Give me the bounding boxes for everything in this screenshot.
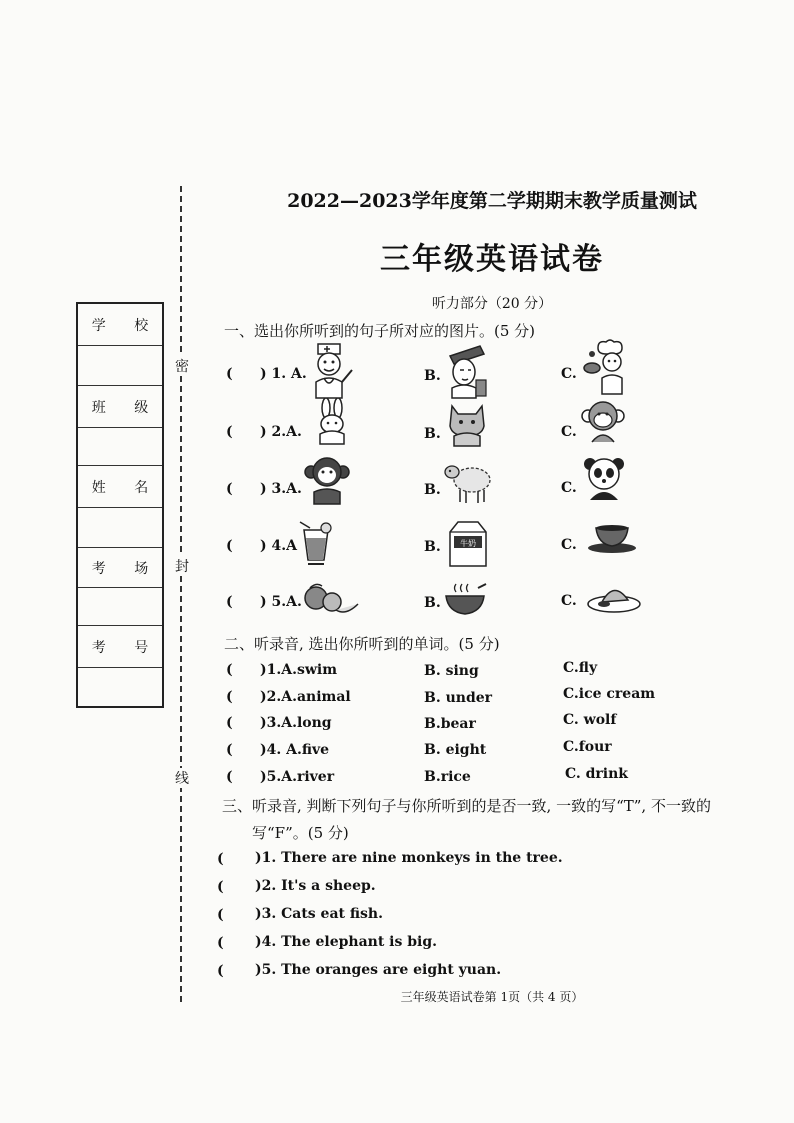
answer-paren[interactable]: ( [226,538,233,554]
farmer-picture[interactable] [442,344,490,400]
answer-paren[interactable]: ( [226,481,233,497]
option-c-label: C. [561,593,577,609]
word-option-c: C.ice cream [563,686,656,702]
name-field[interactable] [78,508,162,548]
judgement-sentence: )4. The elephant is big. [255,934,438,950]
option-b-label: B. [424,368,441,384]
noodle-bowl-picture[interactable] [442,582,488,616]
option-b-label: B. [424,595,441,611]
class-label: 班 级 [78,386,162,428]
judgement-sentence: )3. Cats eat fish. [255,906,383,922]
word-option-a: )4. A.five [260,742,330,758]
word-option-c: C. wolf [563,712,617,728]
question-number: ) 5.A. [260,594,302,610]
judgement-sentence: )2. It's a sheep. [255,878,376,894]
juice-glass-picture[interactable] [296,516,336,568]
exam-subtitle: 三年级英语试卷 [380,242,604,277]
option-b-label: B. [424,482,441,498]
section1-heading: 一、选出你所听到的句子所对应的图片。(5 分) [224,322,536,340]
monkey-picture[interactable] [304,456,350,506]
answer-paren[interactable]: ( [217,935,224,951]
meal-plate-picture[interactable] [586,582,642,614]
word-option-b: B. under [424,690,493,706]
answer-paren[interactable]: ( [217,907,224,923]
answer-paren[interactable]: ( [226,742,233,758]
word-option-a: )5.A.river [260,769,335,785]
monkey-picture[interactable] [580,398,626,444]
option-c-label: C. [561,537,577,553]
school-field[interactable] [78,346,162,386]
word-option-c: C. drink [565,766,629,782]
seal-char-mi: 密 [174,356,190,376]
exam-number-label: 考 号 [78,626,162,668]
exam-title: 2022—2023学年度第二学期期末教学质量测试 [287,190,697,212]
word-option-c: C.four [563,739,612,755]
answer-paren[interactable]: ( [226,769,233,785]
school-label: 学 校 [78,304,162,346]
milk-label: 牛奶 [460,539,476,548]
section3-heading-line2: 写“F”。(5 分) [252,824,349,842]
word-option-a: )3.A.long [260,715,332,731]
seal-char-feng: 封 [174,556,190,576]
exam-room-label: 考 场 [78,548,162,588]
answer-paren[interactable]: ( [226,662,233,678]
answer-paren[interactable]: ( [226,715,233,731]
rabbit-picture[interactable] [312,398,352,446]
answer-paren[interactable]: ( [226,689,233,705]
name-label: 姓 名 [78,466,162,508]
option-c-label: C. [561,480,577,496]
option-b-label: B. [424,426,441,442]
option-b-label: B. [424,539,441,555]
question-number: ) 3.A. [260,481,302,497]
answer-paren[interactable]: ( [226,594,233,610]
word-option-b: B. sing [424,663,479,679]
question-number: ) 1. A. [260,366,307,382]
word-option-a: )1.A.swim [260,662,338,678]
doctor-picture[interactable] [306,342,356,400]
word-option-b: B.rice [424,769,471,785]
answer-paren[interactable]: ( [217,851,224,867]
listening-part-heading: 听力部分（20 分） [431,296,553,312]
answer-paren[interactable]: ( [226,424,233,440]
milk-carton-picture[interactable] [446,518,490,568]
exam-room-field[interactable] [78,588,162,626]
fruit-picture[interactable] [302,580,360,618]
word-option-b: B.bear [424,716,476,732]
exam-number-field[interactable] [78,668,162,706]
word-option-a: )2.A.animal [260,689,351,705]
student-info-box [76,302,164,708]
option-c-label: C. [561,424,577,440]
answer-paren[interactable]: ( [217,963,224,979]
panda-picture[interactable] [582,456,626,502]
answer-paren[interactable]: ( [226,366,233,382]
section2-heading: 二、听录音, 选出你所听到的单词。(5 分) [224,635,500,653]
page-footer: 三年级英语试卷第 1页（共 4 页） [400,990,584,1004]
cook-picture[interactable] [582,338,636,398]
answer-paren[interactable]: ( [217,879,224,895]
tea-cup-picture[interactable] [586,520,638,554]
sheep-picture[interactable] [444,460,494,504]
section3-heading: 三、听录音, 判断下列句子与你所听到的是否一致, 一致的写“T”, 不一致的 [222,797,711,815]
question-number: ) 4.A [260,538,297,554]
class-field[interactable] [78,428,162,466]
option-c-label: C. [561,366,577,382]
word-option-b: B. eight [424,742,487,758]
seal-char-xian: 线 [174,768,190,788]
judgement-sentence: )5. The oranges are eight yuan. [255,962,502,978]
judgement-sentence: )1. There are nine monkeys in the tree. [255,850,563,866]
cat-picture[interactable] [446,402,488,448]
question-number: ) 2.A. [260,424,302,440]
word-option-c: C.fly [563,660,598,676]
